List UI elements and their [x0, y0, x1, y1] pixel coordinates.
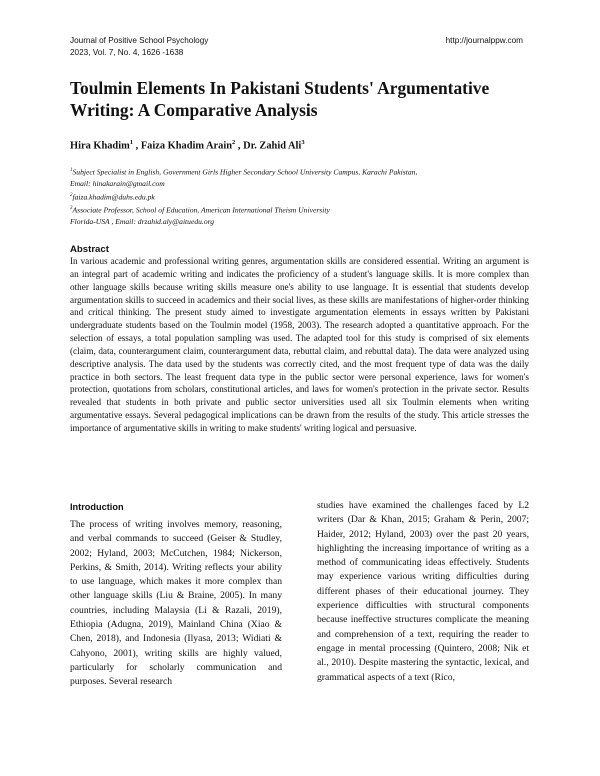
affiliation-text: Associate Professor, School of Education, American International Theism University — [72, 205, 330, 215]
abstract-text: In various academic and professional writing genres, argumentation skills are considered essential. Writing an argument is an integral part of academic writing and indicates the proficiency of a student's language skills. It is more complex than other language skills because writing skills measure one's ability to use language. It is essential that students develop argumentation skills to succeed in academics and their social lives, as these skills are manifestations of higher-order thinking and critical thinking. The present study aimed to investigate argumentation elements in essays written by Pakistani undergraduate students based on the Toulmin model (1958, 2003). The research adopted a quantitative approach. For the selection of essays, a total population sampling was used. The adapted tool for this study is comprised of six elements (claim, data, counterargument claim, counterargument data, rebuttal claim, and rebuttal data). The data were analyzed using descriptive analysis. The data used by the students was correctly cited, and the most frequent type of data was the daily practice in both sectors. The least frequent data type in the public sector were personal experience, laws for women's protection, quotations from scholars, constitutional articles, and laws for women's protection in the private sector. Results revealed that students in both private and public sector universities used all six Toulmin elements when writing argumentative essays. Several pedagogical implications can be drawn from the results of the study. This article stresses the importance of argumentative skills in writing to make students' writing logical and persuasive. — [70, 256, 529, 433]
affiliation-1-email: Email: hinakarain@gmail.com — [70, 179, 165, 189]
journal-volume: 2023, Vol. 7, No. 4, 1626 -1638 — [70, 48, 184, 57]
affiliation-mark: 2 — [70, 192, 73, 198]
affiliation-1 — [70, 165, 540, 178]
introduction-heading: Introduction — [70, 502, 124, 512]
paper-title: Toulmin Elements In Pakistani Students' Argumentative Writing: A Comparative Analysis — [70, 78, 490, 120]
author-mark: 1 — [129, 139, 134, 146]
affiliation-text: Subject Specialist in English, Government Girls Higher Secondary School University Campus, Karachi Pakistan, — [72, 167, 418, 177]
affiliation-mark: 3 — [70, 205, 73, 211]
affiliation-3 — [70, 203, 540, 216]
author-name: Faiza Khadim Arain — [140, 140, 233, 152]
author-separator: , — [235, 140, 244, 152]
running-header — [70, 35, 208, 59]
introduction-column-left: The process of writing involves memory, reasoning, and verbal commands to succeed (Geiser & Studley, 2002; Hyland, 2003; McCutchen, 1984; Nickerson, Perkins, & Smith, 2014). Writing reflects your ability to use language, which makes it more complex than other language skills (Liu & Braine, 2005). In many countries, including Malaysia (Li & Razali, 2019), Ethiopia (Adugna, 2019), Mainland China (Xiao & Chen, 2018), and Indonesia (Ilyasa, 2013; Widiati & Cahyono, 2001), writing skills are highly valued, particularly for scholarly communication and purposes. Several research — [70, 519, 282, 688]
affiliation-mark: 1 — [70, 168, 73, 173]
author-name: Dr. Zahid Ali — [243, 140, 302, 152]
journal-name: Journal of Positive School Psychology — [70, 36, 209, 45]
affiliations — [70, 165, 540, 228]
introduction-column-right: studies have examined the challenges faced by L2 writers (Dar & Khan, 2015; Graham & Perin, 2007; Haider, 2012; Hyland, 2003) over the past 20 years, highlighting the increasing importance of writing as a method of communicating ideas effectively. Students may experience various writing difficulties during different phases of their educational journey. They experience difficulties with structural components because ineffective structures complicate the meaning and comprehension of a text, requiring the reader to engage in mental processing (Quintero, 2008; Nik et al., 2010). Despite mastering the syntactic, lexical, and grammatical aspects of a text (Rico, — [317, 500, 529, 683]
affiliation-text: faiza.khadim@duhs.edu.pk — [72, 192, 155, 202]
affiliation-3-email: Florida-USA , Email: drzahid.aly@aituedu.org — [70, 216, 215, 226]
author-mark: 3 — [301, 139, 305, 146]
author-list — [70, 139, 305, 151]
author-name: Hira Khadim — [70, 140, 130, 152]
journal-url[interactable]: http://journalppw.com — [445, 36, 523, 45]
author-separator: , — [133, 140, 141, 152]
affiliation-2 — [70, 190, 540, 203]
author-mark: 2 — [232, 139, 236, 146]
abstract-heading: Abstract — [70, 244, 109, 255]
